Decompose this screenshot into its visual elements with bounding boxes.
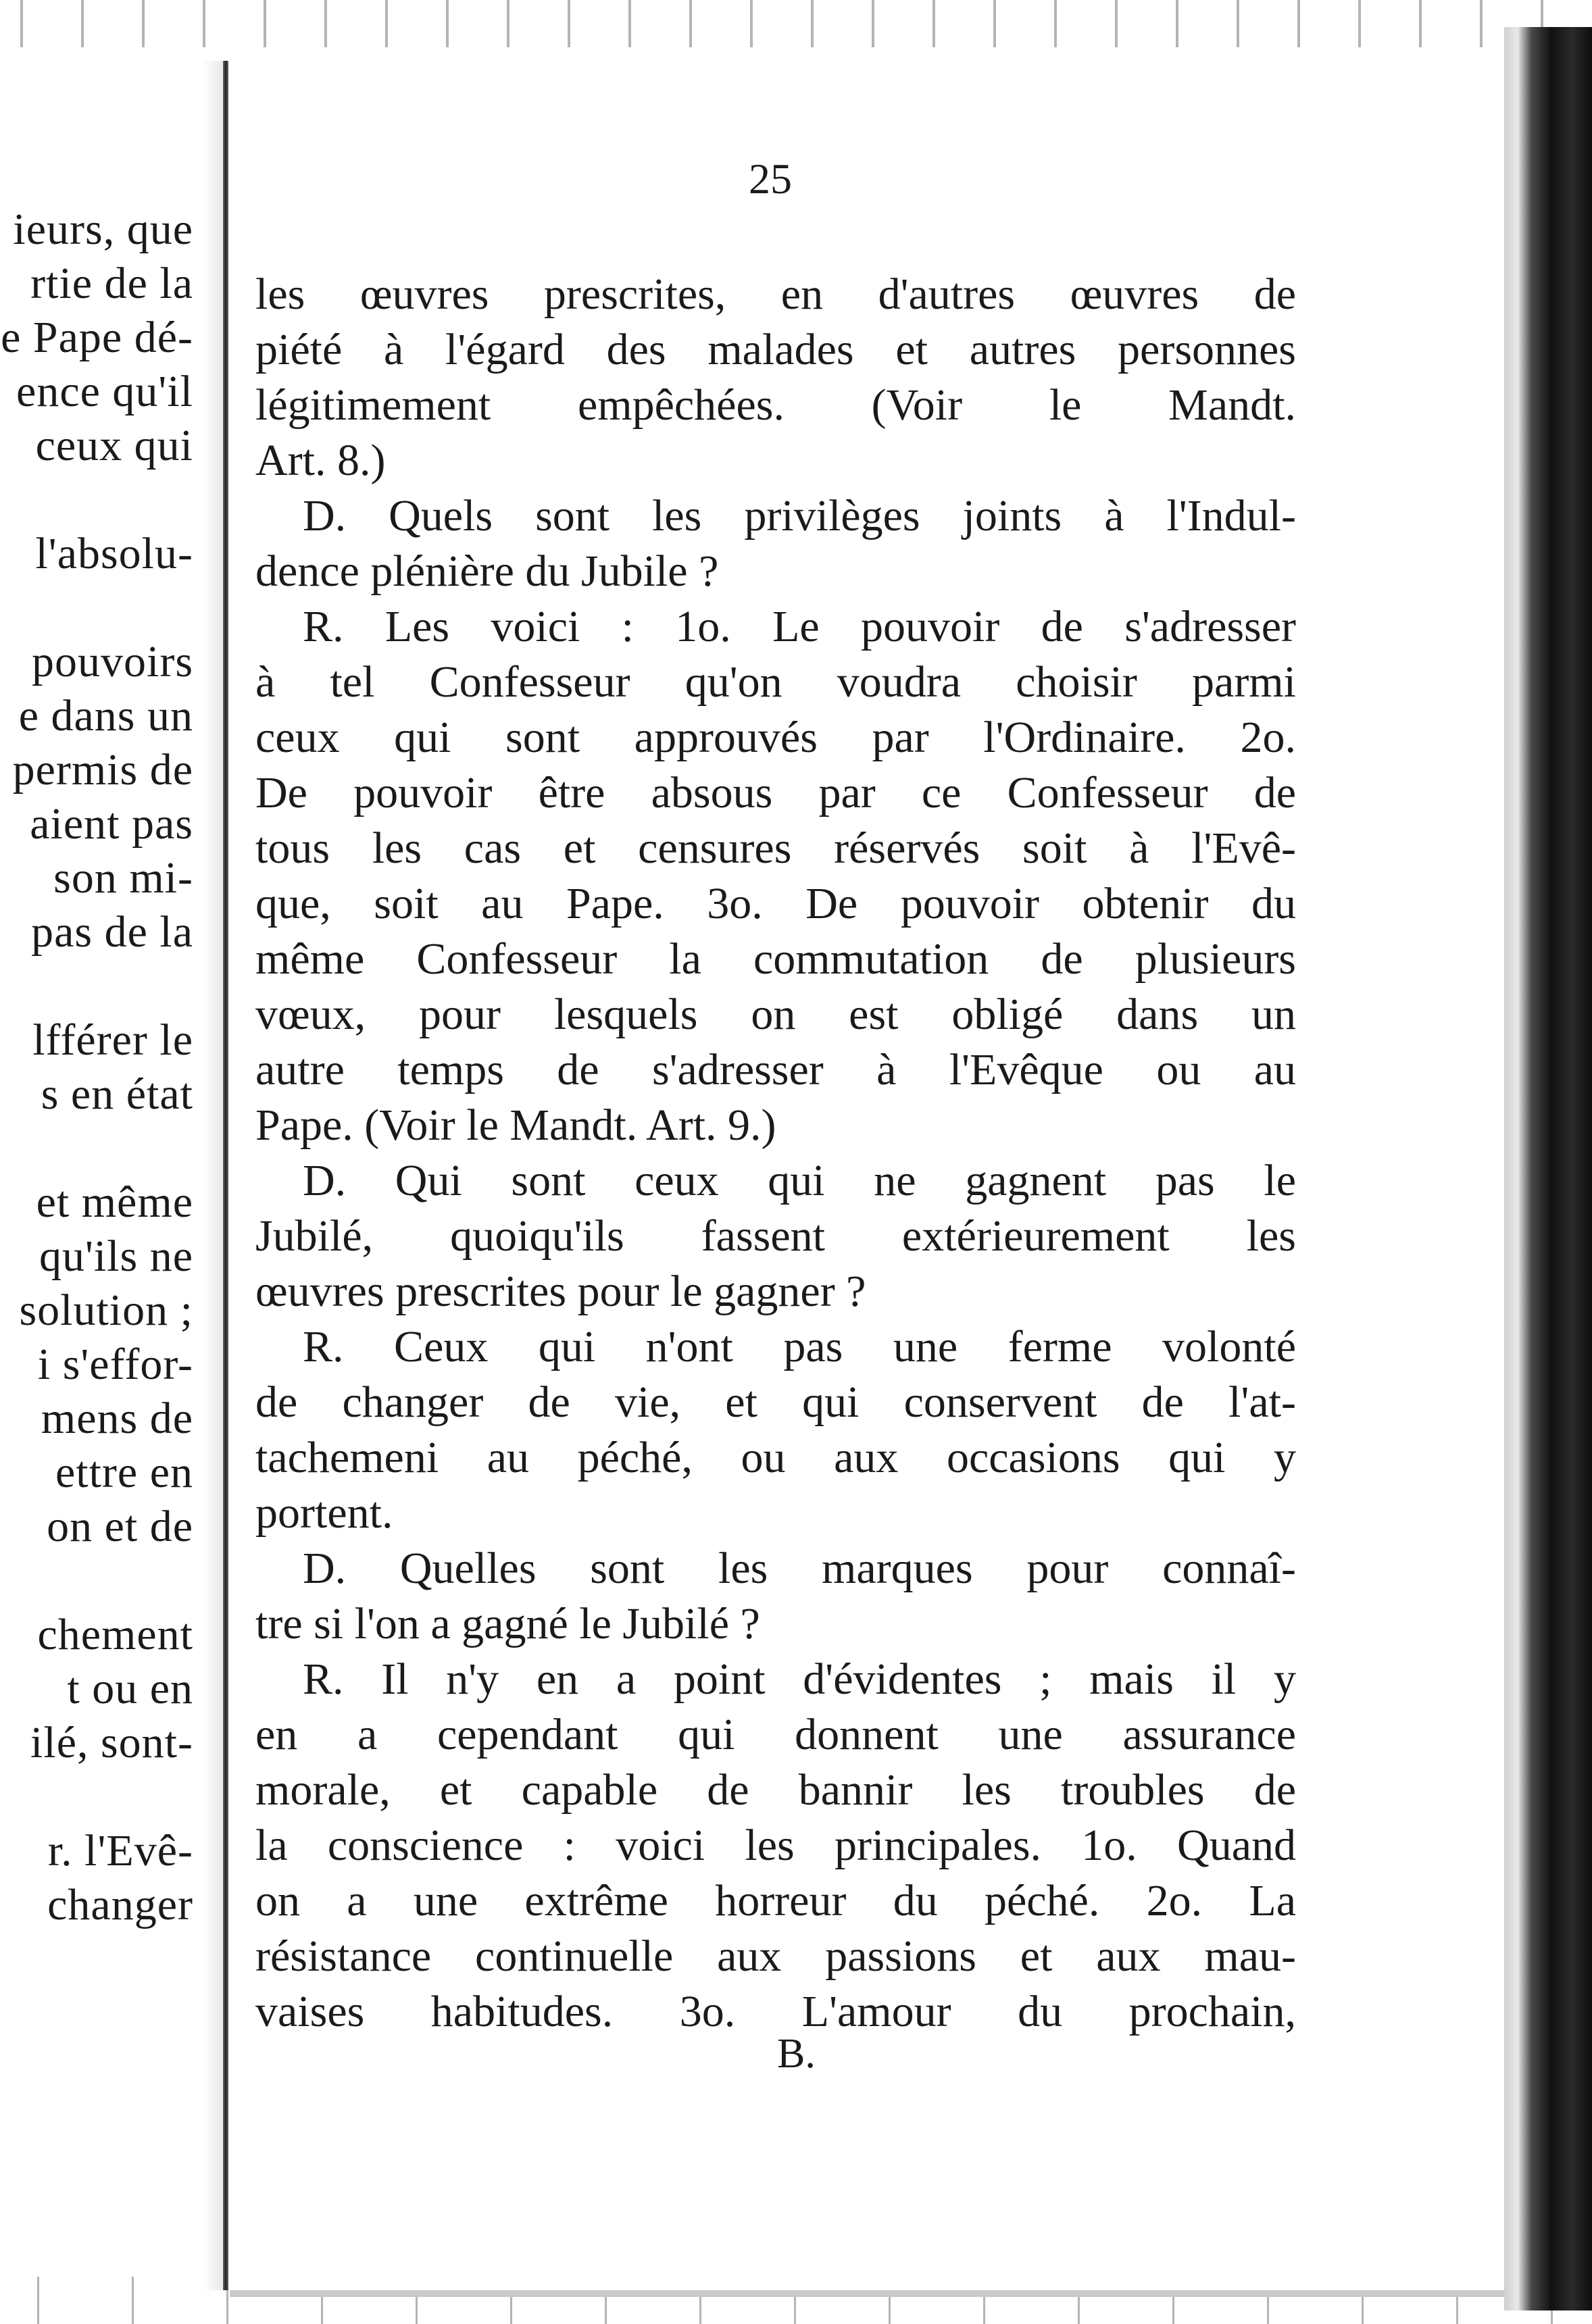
facing-page-line: chement: [37, 1610, 193, 1659]
facing-page-line: et même: [36, 1178, 193, 1227]
facing-page-line: ceux qui: [35, 421, 193, 470]
page-number: 25: [749, 155, 792, 203]
text-line: Jubilé, quoiqu'ils fassent extérieurement les: [255, 1211, 1296, 1261]
facing-page-line: e dans un: [18, 691, 193, 740]
text-line: portent.: [255, 1488, 393, 1538]
text-line: même Confesseur la commutation de plusieurs: [255, 934, 1296, 984]
text-line: morale, et capable de bannir les troubles de: [255, 1765, 1296, 1815]
facing-page-line: ence qu'il: [16, 367, 193, 416]
gutter-shadow: [203, 61, 226, 2290]
facing-page-line: r. l'Evê-: [47, 1826, 193, 1875]
facing-page-line: lfférer le: [32, 1015, 193, 1065]
text-line: De pouvoir être absous par ce Confesseur de: [255, 768, 1296, 817]
facing-page-line: e Pape dé-: [1, 313, 193, 362]
facing-page-line: son mi-: [53, 853, 193, 903]
facing-page-line: changer: [47, 1880, 193, 1929]
facing-page-line: on et de: [47, 1502, 193, 1551]
facing-page-line: pouvoirs: [32, 637, 193, 686]
facing-page-line: ettre en: [55, 1448, 193, 1497]
text-line: vaises habitudes. 3o. L'amour du prochain,: [255, 1987, 1296, 2036]
text-line: à tel Confesseur qu'on voudra choisir parmi: [255, 657, 1296, 707]
facing-page-line: ilé, sont-: [30, 1718, 193, 1767]
text-line: les œuvres prescrites, en d'autres œuvres de: [255, 270, 1296, 319]
facing-page-line: aient pas: [30, 799, 193, 849]
text-line: légitimement empêchées. (Voir le Mandt.: [255, 380, 1296, 430]
facing-page-line: solution ;: [19, 1286, 193, 1335]
text-line: D. Quelles sont les marques pour connaî-: [303, 1544, 1296, 1593]
text-line: tachemeni au péché, ou aux occasions qui y: [255, 1433, 1296, 1482]
text-line: tous les cas et censures réservés soit à l'Evê-: [255, 824, 1296, 873]
facing-page-line: i s'effor-: [37, 1340, 193, 1389]
text-line: R. Ceux qui n'ont pas une ferme volonté: [303, 1322, 1296, 1371]
text-line: D. Quels sont les privilèges joints à l'Indul-: [303, 491, 1296, 540]
facing-page-line: l'absolu-: [35, 529, 193, 578]
text-line: autre temps de s'adresser à l'Evêque ou au: [255, 1045, 1296, 1094]
body-text: [255, 267, 1296, 2040]
text-line: on a une extrême horreur du péché. 2o. La: [255, 1876, 1296, 1925]
text-line: que, soit au Pape. 3o. De pouvoir obtenir du: [255, 879, 1296, 928]
facing-page-line: s en état: [41, 1069, 193, 1119]
facing-page-line: ieurs, que: [13, 205, 193, 254]
text-line: R. Les voici : 1o. Le pouvoir de s'adresser: [303, 602, 1296, 651]
scan-top-border: [0, 0, 1592, 47]
text-line: Art. 8.): [255, 436, 386, 485]
text-line: œuvres prescrites pour le gagner ?: [255, 1267, 866, 1316]
text-line: R. Il n'y en a point d'évidentes ; mais il y: [303, 1654, 1296, 1704]
text-line: D. Qui sont ceux qui ne gagnent pas le: [303, 1156, 1296, 1205]
facing-page-line: rtie de la: [30, 259, 193, 308]
text-line: ceux qui sont approuvés par l'Ordinaire. 2o.: [255, 713, 1296, 762]
text-line: résistance continuelle aux passions et aux mau-: [255, 1931, 1296, 1981]
text-line: de changer de vie, et qui conservent de l'at-: [255, 1378, 1296, 1427]
text-line: Pape. (Voir le Mandt. Art. 9.): [255, 1101, 776, 1150]
text-line: en a cependant qui donnent une assurance: [255, 1710, 1296, 1759]
signature-mark: B.: [777, 2031, 816, 2077]
facing-page-line: pas de la: [31, 907, 193, 957]
book-cover-edge: [1504, 27, 1592, 2310]
book-gutter: [223, 61, 228, 2290]
text-line: vœux, pour lesquels on est obligé dans un: [255, 990, 1296, 1039]
facing-page-line: mens de: [41, 1394, 193, 1443]
text-line: dence plénière du Jubile ?: [255, 547, 719, 596]
text-line: la conscience : voici les principales. 1o. Quand: [255, 1821, 1296, 1870]
facing-page-line: permis de: [12, 745, 193, 794]
facing-page-line: qu'ils ne: [39, 1232, 193, 1281]
text-line: piété à l'égard des malades et autres personnes: [255, 325, 1296, 374]
facing-page-line: t ou en: [67, 1664, 193, 1713]
text-line: tre si l'on a gagné le Jubilé ?: [255, 1599, 760, 1648]
scan-noise: [0, 0, 1592, 47]
facing-page-fragment: [0, 203, 203, 2094]
